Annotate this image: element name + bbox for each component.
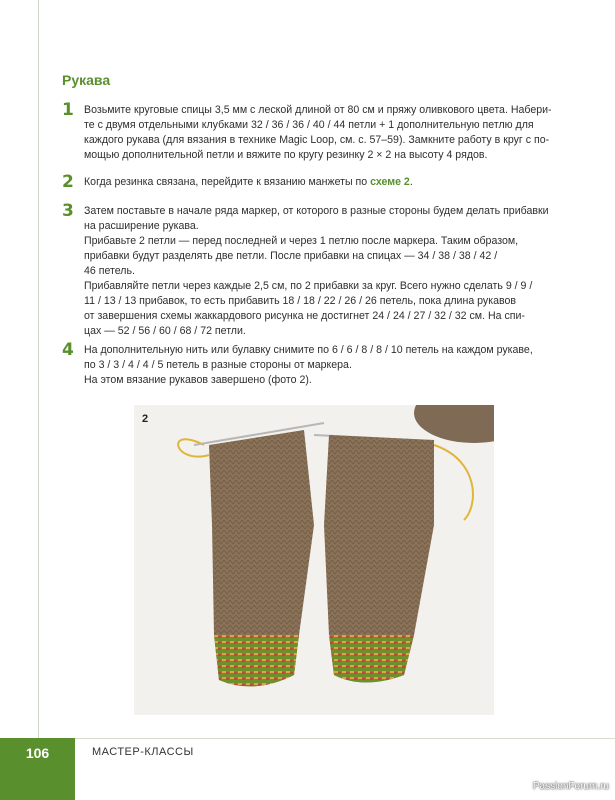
text-line: Затем поставьте в начале ряда маркер, от которого в разные стороны будем делать прибавки <box>84 205 549 217</box>
text-line: 46 петель. <box>84 265 135 277</box>
left-sleeve-cuff <box>214 635 299 686</box>
needle-cable <box>178 439 209 456</box>
text-line: те с двумя отдельными клубками 32 / 36 / 36 / 40 / 44 петли + 1 дополнительную петлю для <box>84 119 534 131</box>
text-segment: . <box>409 176 413 188</box>
text-line: 11 / 13 / 13 прибавок, то есть прибавить 18 / 18 / 22 / 26 / 26 петель, пока длина рукавов <box>84 295 517 307</box>
photo-number: 2 <box>142 413 149 425</box>
step-number: 2 <box>62 172 74 192</box>
left-margin-rule <box>38 0 39 738</box>
step-number: 3 <box>62 201 74 221</box>
text-line: на расширение рукава. <box>84 220 199 232</box>
text-line: На этом вязание рукавов завершено (фото 2). <box>84 374 312 386</box>
yarn-ball <box>414 405 494 443</box>
section-title: Рукава <box>62 72 111 88</box>
text-line: от завершения схемы жаккардового рисунка не достигнет 24 / 24 / 27 / 32 / 32 см. На спи- <box>84 310 525 322</box>
step-text <box>84 175 582 190</box>
step-2 <box>62 172 582 192</box>
step-number: 4 <box>62 340 74 360</box>
step-text <box>84 343 582 388</box>
text-line: каждого рукава (для вязания в технике Magic Loop, см. с. 57–59). Замкните работу в круг с по- <box>84 134 550 146</box>
watermark: PassionForum.ru <box>532 781 609 792</box>
text-segment: Когда резинка связана, перейдите к вязанию манжеты по <box>84 176 371 188</box>
running-head: МАСТЕР-КЛАССЫ <box>92 746 194 758</box>
text-line: Возьмите круговые спицы 3,5 мм с леской длиной от 80 см и пряжу оливкового цвета. Набери- <box>84 104 552 116</box>
step-1 <box>62 100 582 163</box>
step-3 <box>62 201 582 339</box>
knitted-sleeves-illustration <box>134 405 494 715</box>
scheme-link[interactable]: схеме 2 <box>370 176 410 188</box>
needle-cable <box>434 445 473 520</box>
text-line: На дополнительную нить или булавку снимите по 6 / 6 / 8 / 8 / 10 петель на каждом рукаве, <box>84 344 533 356</box>
text-line: прибавки будут разделять две петли. После прибавки на спицах — 34 / 38 / 38 / 42 / <box>84 250 498 262</box>
photo-knitted-sleeves <box>134 405 494 715</box>
footer-rule <box>75 738 615 739</box>
step-text <box>84 103 582 163</box>
page-number: 106 <box>25 745 50 761</box>
text-line: по 3 / 3 / 4 / 4 / 5 петель в разные стороны от маркера. <box>84 359 352 371</box>
step-4 <box>62 340 582 388</box>
right-sleeve-cuff <box>329 635 414 683</box>
text-line: цах — 52 / 56 / 60 / 68 / 72 петли. <box>84 325 246 337</box>
step-text <box>84 204 582 339</box>
text-line: Прибавляйте петли через каждые 2,5 см, по 2 прибавки за круг. Всего нужно сделать 9 / 9 / <box>84 280 533 292</box>
text-line: Прибавьте 2 петли — перед последней и через 1 петлю после маркера. Таким образом, <box>84 235 519 247</box>
step-number: 1 <box>62 100 74 120</box>
text-line: мощью дополнительной петли и вяжите по кругу резинку 2 × 2 на высоту 4 рядов. <box>84 149 488 161</box>
